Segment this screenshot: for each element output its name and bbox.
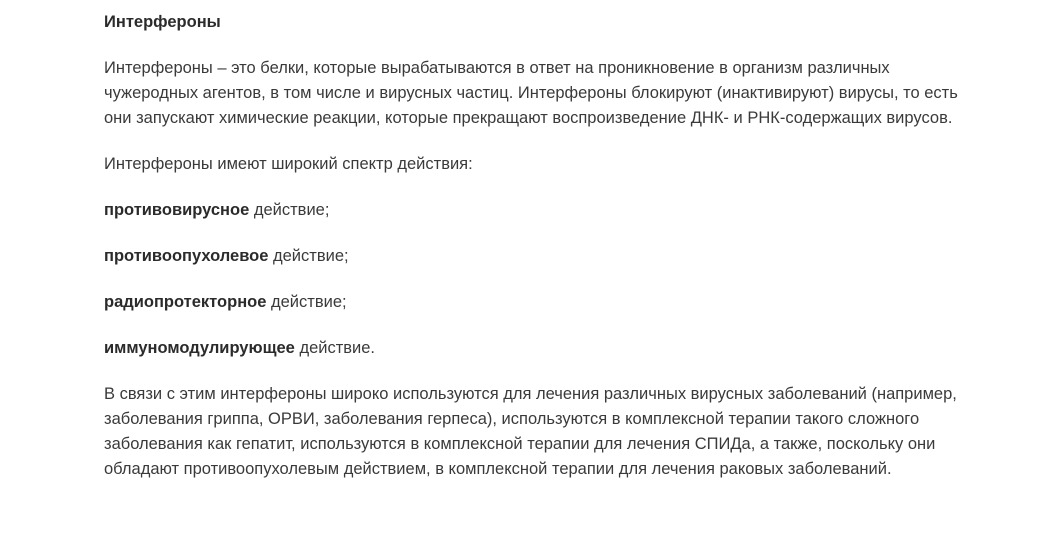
intro-paragraph: Интерфероны – это белки, которые вырабатываются в ответ на проникновение в организм различных чужеродных агентов, в том числе и вирусных частиц. Интерфероны блокируют (инактивируют) вирусы, то есть они запускают химические реакции, которые прекращают воспроизведение ДНК- и РНК-содержащих вирусов. <box>104 59 958 127</box>
article-body <box>104 10 984 482</box>
action-term: противовирусное <box>104 201 250 219</box>
action-text: действие. <box>294 339 376 357</box>
action-term: радиопротекторное <box>104 293 267 311</box>
article-heading: Интерфероны <box>104 13 221 31</box>
action-item-radioprotective <box>104 290 984 315</box>
action-text: действие; <box>268 247 349 265</box>
action-item-antiviral <box>104 198 984 223</box>
spectrum-paragraph: Интерфероны имеют широкий спектр действия: <box>104 155 473 173</box>
action-text: действие; <box>249 201 330 219</box>
action-item-antitumor <box>104 244 984 269</box>
action-term: иммуномодулирующее <box>104 339 295 357</box>
action-item-immunomodulating <box>104 336 984 361</box>
conclusion-paragraph: В связи с этим интерфероны широко используются для лечения различных вирусных заболеваний (например, заболевания гриппа, ОРВИ, заболевания герпеса), используются в комплексной терапии такого сложного заболевания как гепатит, используются в комплексной терапии для лечения СПИДа, а также, поскольку они обладают противоопухолевым действием, в комплексной терапии для лечения раковых заболеваний. <box>104 385 957 478</box>
action-text: действие; <box>266 293 347 311</box>
action-term: противоопухолевое <box>104 247 269 265</box>
